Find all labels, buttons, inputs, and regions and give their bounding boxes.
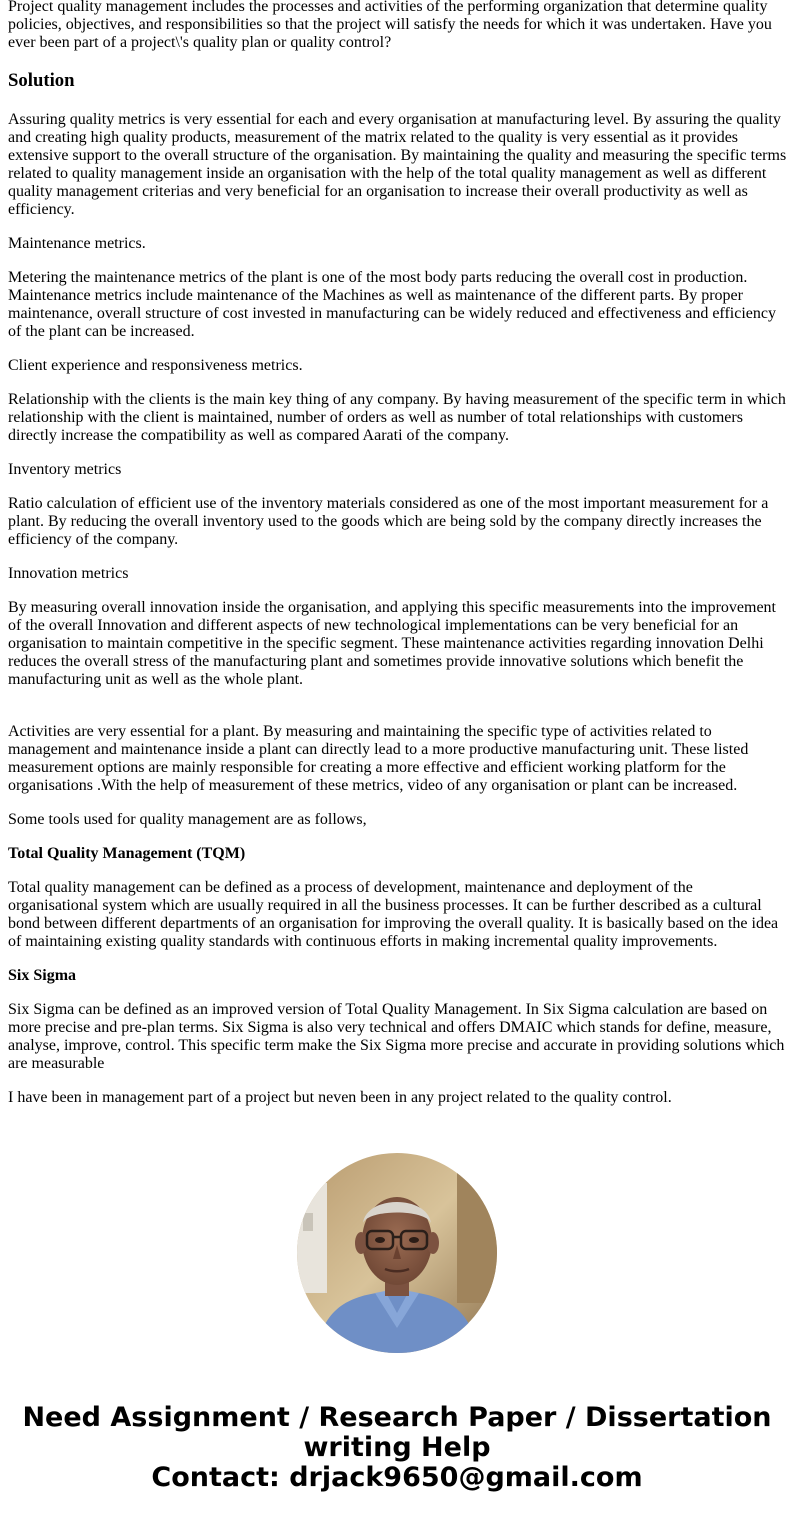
solution-heading: Solution — [8, 70, 75, 91]
paragraph-inventory: Ratio calculation of efficient use of the inventory materials considered as one of the most important measurement for a plant. By reducing the overall inventory used to the goods which are being sold by the company directly increases the efficiency of the company. — [8, 495, 769, 548]
subheading-maintenance-metrics: Maintenance metrics. — [8, 235, 146, 252]
subheading-client-metrics: Client experience and responsiveness metrics. — [8, 357, 303, 374]
paragraph-six-sigma: Six Sigma can be defined as an improved version of Total Quality Management. In Six Sigma calculation are based on more precise and pre-plan terms. Six Sigma is also very technical and offers DMAIC which stands for define, measure, analyse, improve, control. This specific term make the Six Sigma more precise and accurate in providing solutions which are measurable — [8, 1001, 785, 1072]
blank-line — [8, 705, 787, 723]
avatar-portrait-icon — [297, 1153, 497, 1353]
paragraph-quality-metrics: Assuring quality metrics is very essential for each and every organisation at manufacturing level. By assuring the quality and creating high quality products, measurement of the matrix related to the quality is very essential as it provides extensive support to the overall structure of the organisation. By maintaining the quality and measuring the specific terms related to quality management inside an organisation with the help of the total quality management as well as different quality management criterias and very beneficial for an organisation to increase their overall productivity as well as efficiency. — [8, 111, 787, 218]
paragraph-tqm: Total quality management can be defined as a process of development, maintenance and deployment of the organisational system which are usually required in all the business processes. It can be further described as a cultural bond between different departments of an organisation for improving the overall quality. It is basically based on the idea of maintaining existing quality standards with continuous efforts in making incremental quality improvements. — [8, 879, 779, 950]
subheading-tqm: Total Quality Management (TQM) — [8, 845, 246, 862]
avatar — [297, 1153, 497, 1353]
footer-help-text: Need Assignment / Research Paper / Dissertation writing Help — [22, 1402, 772, 1463]
intro-question: Project quality management includes the processes and activities of the performing organization that determine quality policies, objectives, and responsibilities so that the project will satisfy the needs for which it was undertaken. Have you ever been part of a project\'s quality plan or quality control? — [8, 0, 772, 51]
paragraph-activities: Activities are very essential for a plant. By measuring and maintaining the specific type of activities related to management and maintenance inside a plant can directly lead to a more productive manufacturing unit. These listed measurement options are mainly responsible for creating a more effective and efficient working platform for the organisations .With the help of measurement of these metrics, video of any organisation or plant can be increased. — [8, 723, 749, 794]
subheading-innovation-metrics: Innovation metrics — [8, 565, 129, 582]
footer-contact-text: Contact: drjack9650@gmail.com — [151, 1462, 643, 1493]
document-body — [8, 0, 787, 1123]
paragraph-innovation: By measuring overall innovation inside the organisation, and applying this specific measurements into the improvement of the overall Innovation and different aspects of new technological implementations can be very beneficial for an organisation to maintain competitive in the specific segment. These maintenance activities regarding innovation Delhi reduces the overall stress of the manufacturing plant and sometimes provide innovative solutions which benefit the manufacturing unit as well as the whole plant. — [8, 599, 776, 688]
paragraph-conclusion: I have been in management part of a project but neven been in any project related to the quality control. — [8, 1089, 672, 1106]
subheading-six-sigma: Six Sigma — [8, 967, 77, 984]
paragraph-tools-intro: Some tools used for quality management are as follows, — [8, 811, 367, 828]
paragraph-client: Relationship with the clients is the main key thing of any company. By having measurement of the specific term in which relationship with the client is maintained, number of orders as well as number of total relationships with customers directly increase the compatibility as well as compared Aarati of the company. — [8, 391, 786, 444]
footer-banner — [0, 1403, 794, 1493]
subheading-inventory-metrics: Inventory metrics — [8, 461, 122, 478]
paragraph-maintenance: Metering the maintenance metrics of the plant is one of the most body parts reducing the overall cost in production. Maintenance metrics include maintenance of the Machines as well as maintenance of the different parts. By proper maintenance, overall structure of cost invested in manufacturing can be widely reduced and effectiveness and efficiency of the plant can be increased. — [8, 269, 776, 340]
